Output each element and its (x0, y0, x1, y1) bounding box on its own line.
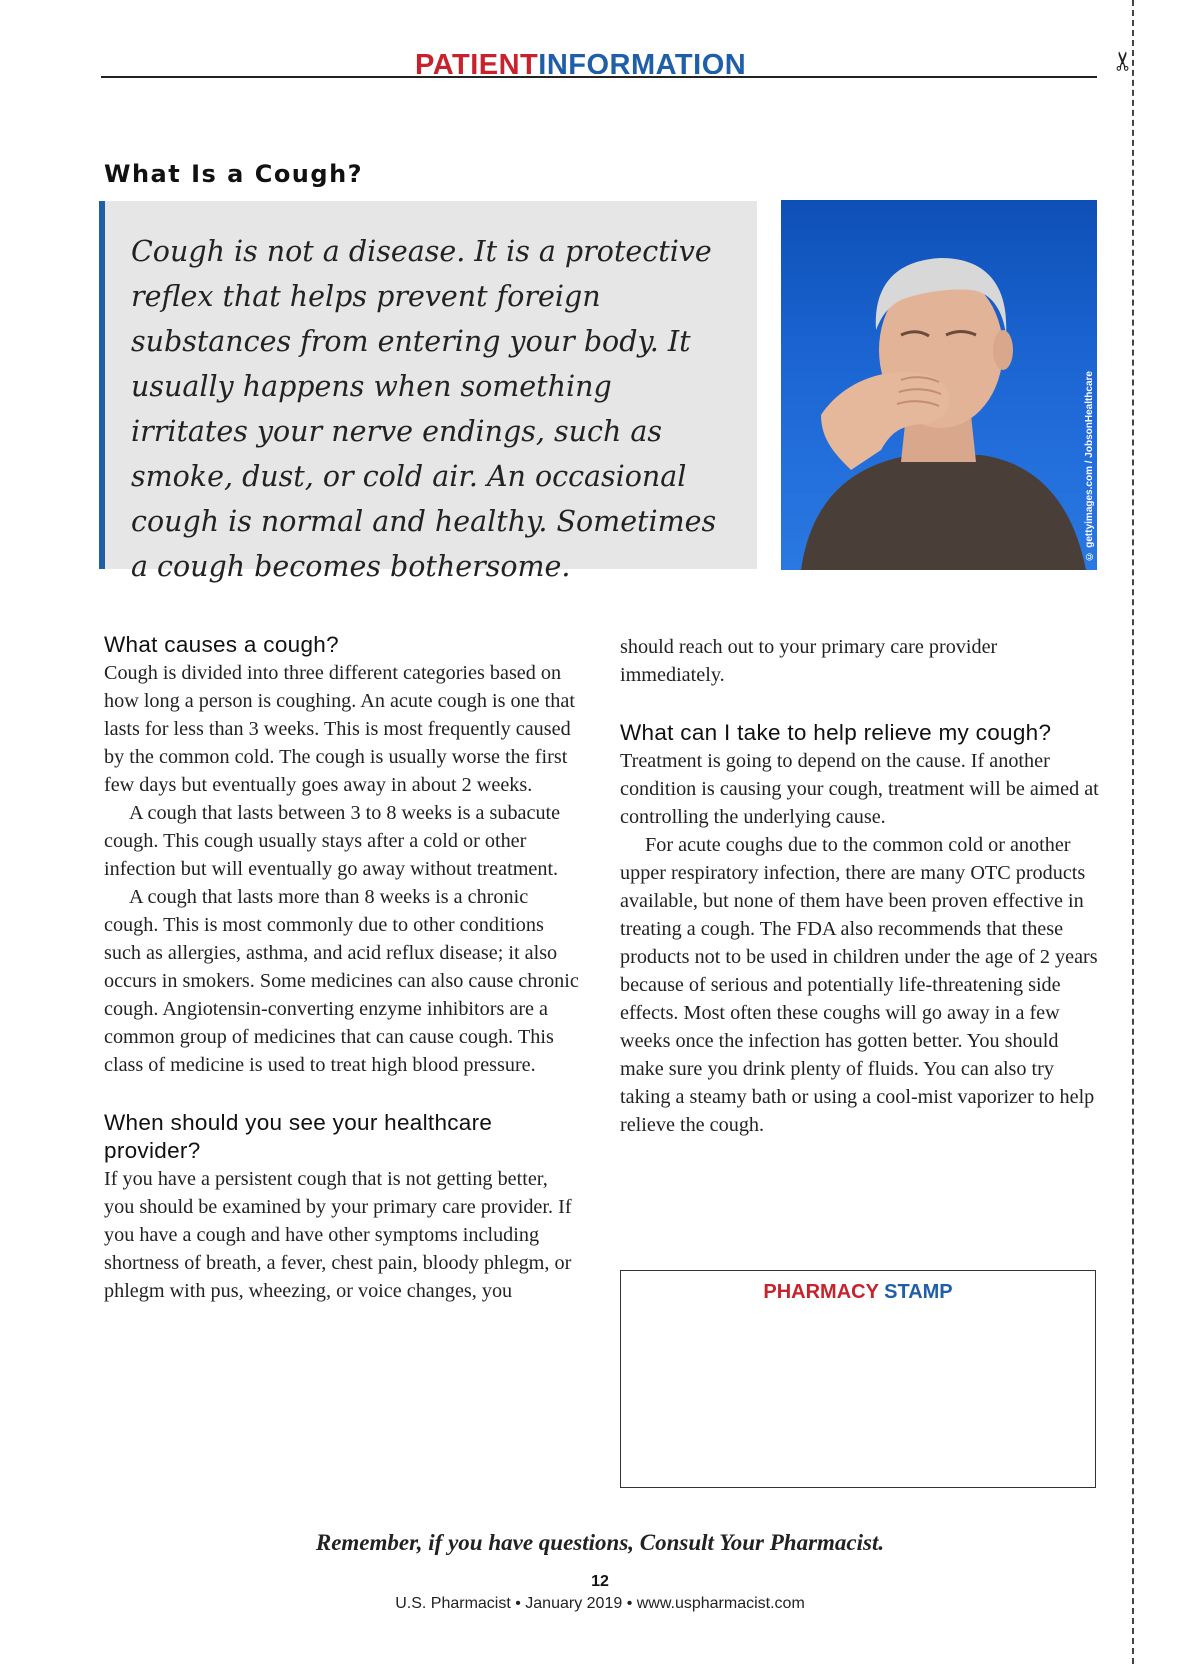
causes-paragraph-3: A cough that lasts more than 8 weeks is a chronic cough. This is most commonly due to other conditions such as allergies, asthma, and acid reflux disease; it also occurs in smokers. Some medicines can also cause chronic cough. Angiotensin-converting enzyme inhibitors are a common group of medicines that can cause cough. This class of medicine is used to treat high blood pressure. (104, 886, 579, 1076)
cut-line (1132, 0, 1134, 1664)
page-title: What Is a Cough? (104, 160, 364, 188)
left-column (104, 631, 582, 1305)
causes-paragraph-1: Cough is divided into three different categories based on how long a person is coughing. An acute cough is one that lasts for less than 3 weeks. This is most frequently caused by the common cold. The cough is usually worse the first few days but eventually goes away in about 2 weeks. (104, 662, 575, 796)
publication-info: U.S. Pharmacist • January 2019 • www.uspharmacist.com (395, 1595, 805, 1612)
page-number: 12 (591, 1573, 609, 1590)
heading-causes: What causes a cough? (104, 632, 339, 657)
coughing-man-illustration (781, 200, 1097, 570)
stamp-label-stamp: STAMP (884, 1281, 953, 1303)
provider-paragraph-continued: should reach out to your primary care provider immediately. (620, 636, 998, 686)
pharmacy-stamp-box (620, 1270, 1096, 1488)
header-title-patient: PATIENT (415, 50, 539, 74)
causes-paragraph-2: A cough that lasts between 3 to 8 weeks is a subacute cough. This cough usually stays after a cold or other infection but will eventually go away without treatment. (104, 802, 561, 880)
relief-paragraph-2: For acute coughs due to the common cold or another upper respiratory infection, there are many OTC products available, but none of them have been proven effective in treating a cough. The FDA also recommends that these products not to be used in children under the age of 2 years because of serious and potentially life-threatening side effects. Most often these coughs will go away in a few weeks once the infection has gotten better. You should make sure you drink plenty of fluids. You can also try taking a steamy bath or using a cool-mist vaporizer to help relieve the cough. (620, 834, 1098, 1136)
stamp-label-pharmacy: PHARMACY (763, 1281, 879, 1303)
photo-credit: © gettyimages.com / JobsonHealthcare (1084, 371, 1095, 562)
intro-callout (99, 201, 757, 583)
footer-reminder: Remember, if you have questions, Consult Your Pharmacist. (315, 1530, 885, 1555)
header-title-information: INFORMATION (538, 50, 747, 74)
heading-provider: When should you see your healthcare provider? (104, 1110, 493, 1163)
relief-paragraph-1: Treatment is going to depend on the cause. If another condition is causing your cough, treatment will be aimed at controlling the underlying cause. (620, 750, 1099, 828)
scissors-icon: ✂ (1108, 50, 1139, 72)
intro-text: Cough is not a disease. It is a protective reflex that helps prevent foreign substances from entering your body. It usually happens when something irritates your nerve endings, such as smoke, dust, or cold air. An occasional cough is normal and healthy. Sometimes a cough becomes bothersome. (131, 235, 717, 583)
right-column (620, 633, 1102, 1139)
coughing-man-photo (781, 200, 1097, 570)
provider-paragraph-1: If you have a persistent cough that is not getting better, you should be examined by your primary care provider. If you have a cough and have other symptoms including shortness of breath, a fever, chest pain, bloody phlegm, or phlegm with pus, wheezing, or voice changes, you (104, 1168, 572, 1302)
heading-relief: What can I take to help relieve my cough? (620, 720, 1052, 745)
header-rule (101, 76, 1097, 78)
pharmacy-stamp-label (621, 1281, 1095, 1304)
section-header (415, 50, 746, 74)
